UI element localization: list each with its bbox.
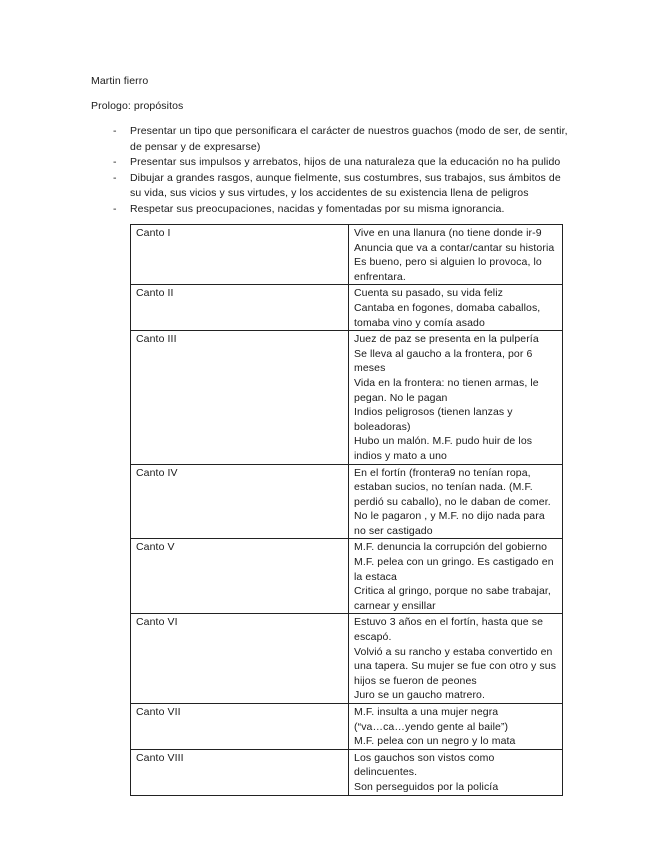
event-line: M.F. insulta a una mujer negra bbox=[354, 706, 499, 718]
canto-events bbox=[349, 331, 563, 464]
purpose-text: Dibujar a grandes rasgos, aunque fielmente, sus costumbres, sus trabajos, sus ámbitos de su vida, sus vicios y sus virtudes, y los accidentes de su existencia llena de peligros bbox=[130, 171, 561, 199]
canto-name: Canto II bbox=[131, 285, 349, 331]
event-line: (“va…ca…yendo gente al baile”) bbox=[354, 720, 509, 733]
bullet-dash: - bbox=[113, 156, 117, 168]
event-line: Juez de paz se presenta en la pulpería bbox=[354, 333, 539, 346]
event-line: Cantaba en fogones, domaba caballos, tomaba vino y comía asado bbox=[354, 301, 541, 329]
table-row bbox=[131, 539, 563, 614]
cantos-table bbox=[130, 224, 563, 796]
purpose-text: Respetar sus preocupaciones, nacidas y fomentadas por su misma ignorancia. bbox=[130, 202, 505, 215]
canto-name: Canto VI bbox=[131, 614, 349, 704]
canto-name: Canto III bbox=[131, 331, 349, 464]
purpose-text: Presentar sus impulsos y arrebatos, hijos de una naturaleza que la educación no ha pulido bbox=[130, 156, 561, 168]
purpose-item bbox=[91, 124, 571, 155]
purpose-item bbox=[91, 155, 571, 171]
canto-events bbox=[349, 225, 563, 285]
event-line: Los gauchos son vistos como delincuentes. bbox=[354, 751, 495, 779]
canto-name: Canto I bbox=[131, 225, 349, 285]
table-row bbox=[131, 464, 563, 539]
event-line: Indios peligrosos (tienen lanzas y boleadoras) bbox=[354, 406, 513, 433]
bullet-dash: - bbox=[113, 171, 117, 184]
purpose-list bbox=[91, 124, 571, 217]
table-row bbox=[131, 225, 563, 285]
canto-name: Canto V bbox=[131, 539, 349, 614]
canto-name: Canto VII bbox=[131, 704, 349, 750]
table-row bbox=[131, 285, 563, 331]
canto-name: Canto VIII bbox=[131, 749, 349, 795]
table-row bbox=[131, 331, 563, 464]
event-line: Anuncia que va a contar/cantar su historia bbox=[354, 241, 555, 254]
event-line: En el fortín (frontera9 no tenían ropa, estaban sucios, no tenían nada. (M.F. perdió su caballo), no le daban de comer. No le pagaron , y M.F. no dijo nada para no ser castigado bbox=[354, 466, 551, 537]
event-line: Se lleva al gaucho a la frontera, por 6 meses bbox=[354, 347, 533, 375]
purpose-item bbox=[91, 171, 571, 202]
event-line: Estuvo 3 años en el fortín, hasta que se escapó. bbox=[354, 616, 544, 644]
canto-events bbox=[349, 285, 563, 331]
purpose-item bbox=[91, 202, 571, 218]
canto-name: Canto IV bbox=[131, 464, 349, 539]
canto-events bbox=[349, 464, 563, 539]
table-row bbox=[131, 704, 563, 750]
purpose-text: Presentar un tipo que personificara el carácter de nuestros guachos (modo de ser, de sentir, de pensar y de expresarse) bbox=[130, 125, 568, 153]
event-line: Es bueno, pero si alguien lo provoca, lo enfrentara. bbox=[354, 256, 542, 283]
event-line: M.F. pelea con un negro y lo mata bbox=[354, 735, 516, 748]
event-line: Juro se un gaucho matrero. bbox=[354, 689, 486, 702]
canto-events bbox=[349, 704, 563, 750]
event-line: Critica al gringo, porque no sabe trabajar, carnear y ensillar bbox=[354, 585, 551, 612]
event-line: M.F. pelea con un gringo. Es castigado en la estaca bbox=[354, 556, 554, 583]
event-line: Son perseguidos por la policía bbox=[354, 780, 499, 793]
event-line: M.F. denuncia la corrupción del gobierno bbox=[354, 541, 548, 554]
event-line: Cuenta su pasado, su vida feliz bbox=[354, 287, 504, 300]
event-line: Hubo un malón. M.F. pudo huir de los indios y mato a uno bbox=[354, 435, 533, 462]
canto-events bbox=[349, 749, 563, 795]
bullet-dash: - bbox=[113, 125, 117, 137]
table-row bbox=[131, 749, 563, 795]
canto-events bbox=[349, 539, 563, 614]
event-line: Volvió a su rancho y estaba convertido en una tapera. Su mujer se fue con otro y sus hijos se fueron de peones bbox=[354, 645, 557, 687]
prologue-heading: Prologo: propósitos bbox=[91, 100, 184, 112]
bullet-dash: - bbox=[113, 202, 117, 215]
table-row bbox=[131, 614, 563, 704]
event-line: Vida en la frontera: no tienen armas, le pegan. No le pagan bbox=[354, 376, 539, 404]
event-line: Vive en una llanura (no tiene donde ir-9 bbox=[354, 227, 542, 239]
canto-events bbox=[349, 614, 563, 704]
page-title: Martin fierro bbox=[91, 75, 149, 87]
